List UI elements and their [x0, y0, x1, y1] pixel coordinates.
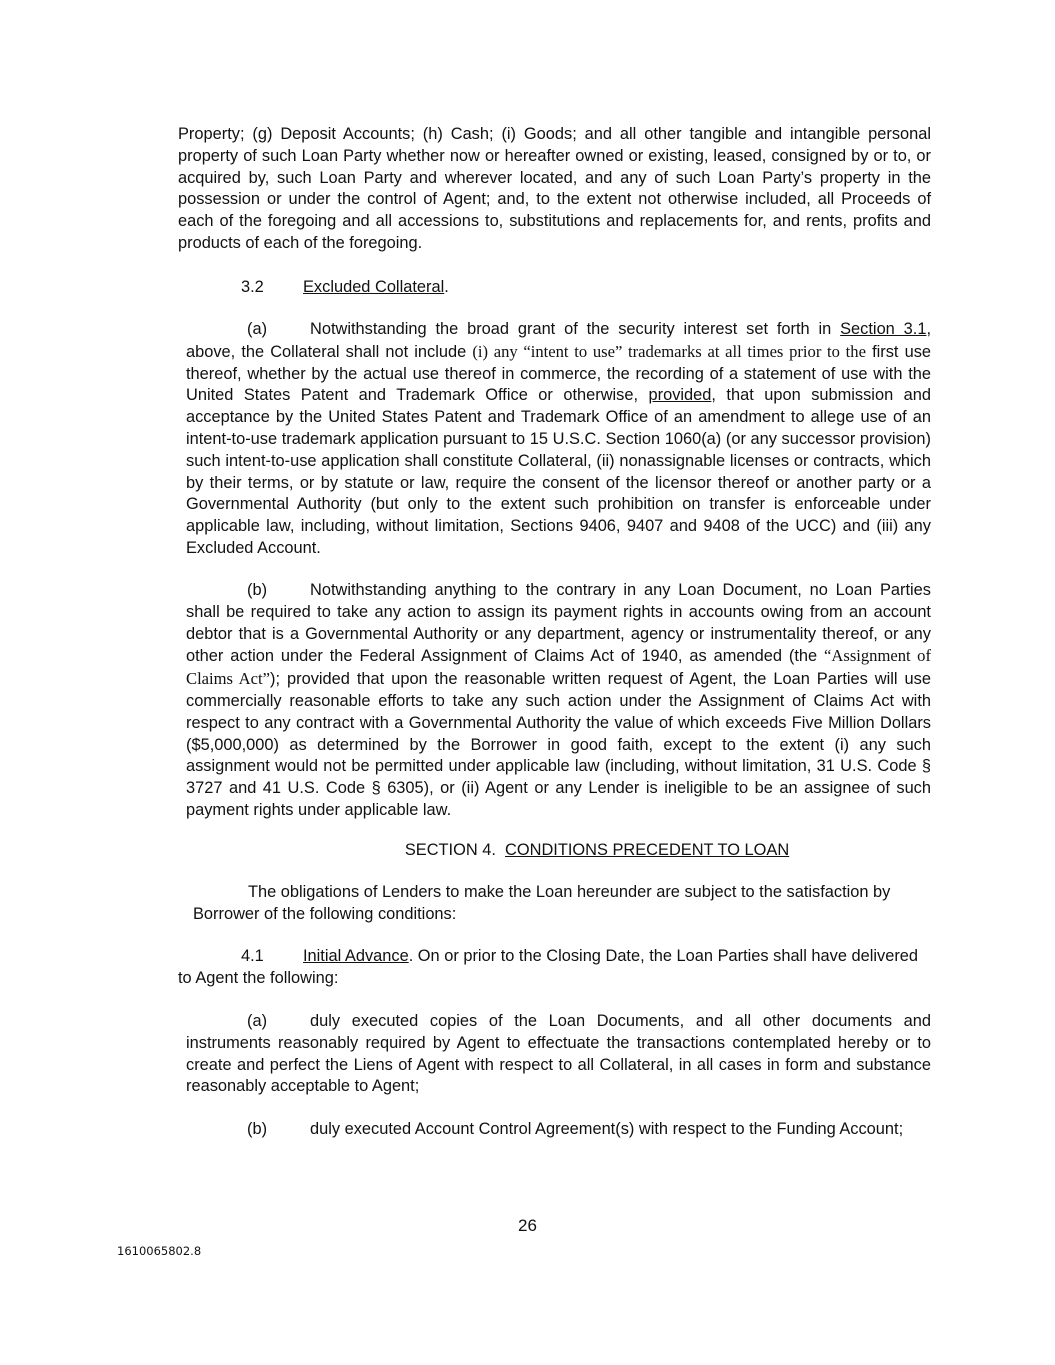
section-3-2-period: . — [444, 278, 449, 296]
para-label-b: (b) — [247, 1120, 268, 1138]
para-text: , above, the Collateral shall not include — [186, 320, 931, 361]
page-number: 26 — [518, 1216, 537, 1235]
para-text-serif: (i) any “intent to use” trademarks at all times prior to the — [472, 341, 866, 361]
section-4-heading — [0, 840, 1055, 862]
defined-term-assignment-of-claims-act: “Assignment of Claims Act” — [186, 646, 931, 689]
para-text: Notwithstanding the broad grant of the security interest set forth in — [310, 320, 841, 338]
para-label-a: (a) — [247, 1012, 268, 1030]
section-3-2-title: Excluded Collateral — [303, 278, 445, 296]
section-4-1-b-paragraph — [186, 1119, 931, 1141]
section-3-2-a-paragraph — [186, 319, 931, 560]
section-3-1-reference: Section 3.1 — [840, 320, 927, 338]
para-text: Notwithstanding anything to the contrary in any Loan Document, no Loan Parties shall be required to take any action to assign its payment rights in accounts owing from an account debtor that is a Governmental Authority or any department, agency or instrumentality thereof, or any other action under the Federal Assignment of Claims Act of 1940, as amended (the — [186, 581, 931, 666]
para-label-a: (a) — [247, 320, 268, 338]
para-text: , that upon submission and acceptance by the United States Patent and Trademark Office of an amendment to allege use of an intent-to-use trademark application pursuant to 15 U.S.C. Section 1060(a) (or any successor provision) such intent-to-use application shall constitute Collateral, (ii) nonassignable licenses or contracts, which by their terms, or by statute or law, require the consent of the licensor thereof or another party or a Governmental Authority (but only to the extent such prohibition on transfer is enforceable under applicable law, including, without limitation, Sections 9406, 9407 and 9408 of the UCC) and (iii) any Excluded Account. — [186, 386, 932, 557]
para-text: duly executed Account Control Agreement(s) with respect to the Funding Account; — [310, 1120, 904, 1138]
para-label-b: (b) — [247, 581, 268, 599]
section-4-title: CONDITIONS PRECEDENT TO LOAN — [505, 841, 790, 859]
section-4-1-paragraph — [178, 946, 931, 990]
section-4-prefix: SECTION 4. — [404, 841, 496, 859]
collateral-continuation-paragraph: Property; (g) Deposit Accounts; (h) Cash; (i) Goods; and all other tangible and intangible personal property of such Loan Party whether now or hereafter owned or existing, leased, consigned by or to, or acquired by, such Loan Party and wherever located, and any of such Loan Party’s property in the possession or under the control of Agent; and, to the extent not otherwise included, all Proceeds of each of the foregoing and all accessions to, substitutions and replacements for, and rents, profits and products of each of the foregoing. — [178, 125, 931, 252]
document-id: 1610065802.8 — [117, 1244, 202, 1258]
section-3-2-heading — [241, 277, 449, 299]
para-text: ); provided that upon the reasonable written request of Agent, the Loan Parties will use commercially reasonable efforts to take any such action under the Assignment of Claims Act with respect to any contract with a Governmental Authority the value of which exceeds Five Million Dollars ($5,000,000) as determined by the Borrower in good faith, except to the extent (i) any such assignment would not be permitted under applicable law (including, without limitation, 31 U.S. Code § 3727 and 41 U.S. Code § 6305), or (ii) Agent or any Lender is ineligible to be an assignee of such payment rights under applicable law. — [186, 670, 931, 819]
section-3-2-b-paragraph — [186, 580, 931, 822]
provided-term: provided — [648, 386, 712, 405]
section-4-1-a-paragraph — [186, 1011, 931, 1098]
section-4-intro-paragraph: The obligations of Lenders to make the Loan hereunder are subject to the satisfaction by Borrower of the following conditions: — [193, 883, 891, 923]
section-4-1-title: Initial Advance — [303, 947, 409, 965]
para-text: first use thereof, whether by the actual use thereof in commerce, the recording of a statement of use with the United States Patent and Trademark Office or otherwise, — [186, 342, 932, 405]
section-4-1-number: 4.1 — [241, 947, 264, 965]
para-text: duly executed copies of the Loan Documents, and all other documents and instruments reasonably required by Agent to effectuate the transactions contemplated hereby or to create and perfect the Liens of Agent with respect to all Collateral, in all cases in form and substance reasonably acceptable to Agent; — [186, 1012, 931, 1096]
section-3-2-number: 3.2 — [241, 278, 264, 296]
para-text: . On or prior to the Closing Date, the Loan Parties shall have delivered to Agent the following: — [178, 947, 919, 987]
